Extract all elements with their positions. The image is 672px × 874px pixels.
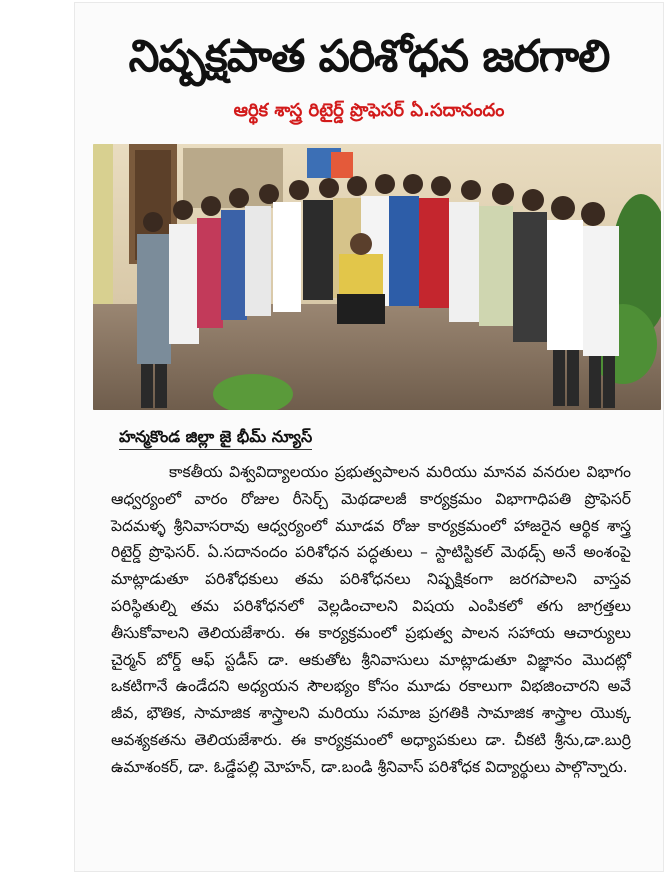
article-body-paragraph: కాకతీయ విశ్వవిద్యాలయం ప్రభుత్వపాలన మరియు మానవ వనరుల విభాగం ఆధ్వర్యంలో వారం రోజుల రీసెర్చ్ మెథడాలజీ కార్యక్రమం విభాగాధిపతి ప్రొఫెసర్ పెదమళ్ళ శ్రీనివాసరావు ఆధ్వర్యంలో మూడవ రోజు కార్యక్రమంలో హాజరైన ఆర్థిక శాస్త్ర రిటైర్డ్ ప్రొఫెసర్. ఏ.సదానందం పరిశోధన పద్ధతులు – స్టాటిస్టికల్ మెథడ్స్ అనే అంశంపై మాట్లాడుతూ పరిశోధకులు తమ పరిశోధనలు నిష్పక్షికంగా జరగపాలని వాస్తవ పరిస్థితుల్ని తమ పరిశోధనలో వెల్లడించాలని విషయ ఎంపికలో తగు జాగ్రత్తలు తీసుకోవాలని తెలియజేశారు. ఈ కార్యక్రమంలో ప్రభుత్వ పాలన సహాయ ఆచార్యులు చైర్మన్ బోర్డ్ ఆఫ్ స్టడీస్ డా. ఆకుతోట శ్రీనివాసులు మాట్లాడుతూ విజ్ఞానం మొదట్లో ఒకటిగానే ఉండేదని అధ్యయన సౌలభ్యం కోసం మూడు రకాలుగా విభజించారని అవే జీవ, భౌతిక, సామాజిక శాస్త్రాలని మరియు సమాజ ప్రగతికి సామాజిక శాస్త్రాల యొక్క ఆవశ్యకతను తెలియజేశారు. ఈ కార్యక్రమంలో అధ్యాపకులు డా. చీకటి శ్రీను,డా.బుర్రి ఉమాశంకర్, డా. ఓడ్డేపల్లి మోహన్, డా.బండి శ్రీనివాస్ పరిశోధక విద్యార్థులు పాల్గొన్నారు. (111, 463, 631, 776)
group-photo (93, 144, 661, 410)
newspaper-clipping (74, 2, 664, 872)
article-subheadline: ఆర్థిక శాస్త్ర రిటైర్డ్ ప్రొఫెసర్ ఏ.సదానందం (233, 100, 505, 121)
article-headline: నిష్పక్షపాత పరిశోధన జరగాలి (128, 31, 610, 82)
article-dateline: హన్మకొండ జిల్లా జై భీమ్ న్యూస్ (119, 426, 312, 450)
article-body (111, 459, 631, 781)
